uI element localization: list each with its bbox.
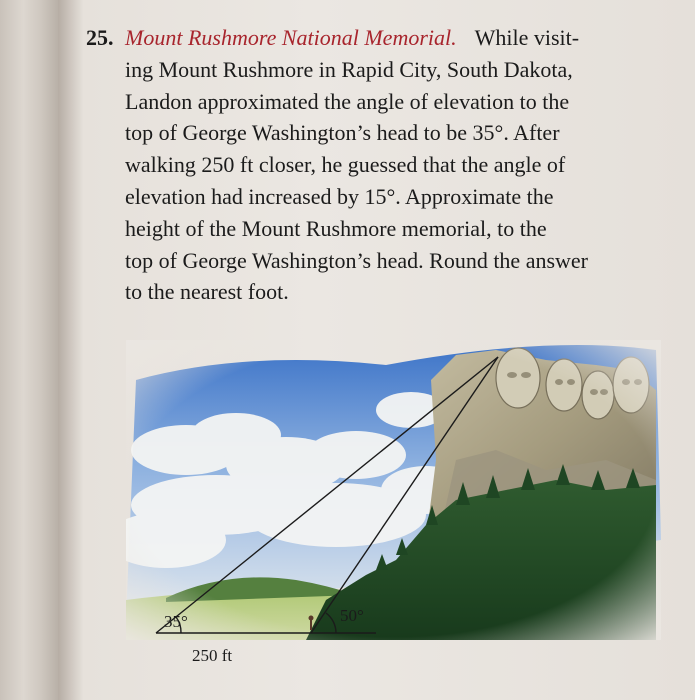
problem-line-7: height of the Mount Rushmore memorial, to the: [125, 215, 547, 241]
problem-text: [125, 22, 686, 308]
figure-illustration: [126, 340, 661, 670]
angle-label-50: 50°: [340, 606, 364, 625]
mount-rushmore-figure: [126, 340, 661, 670]
problem-line-4: top of George Washington’s head to be 35°. After: [125, 120, 560, 146]
problem-line-6: elevation had increased by 15°. Approximate the: [125, 183, 554, 209]
problem-line-2: ing Mount Rushmore in Rapid City, South Dakota,: [125, 56, 573, 82]
angle-label-35: 35°: [164, 612, 188, 631]
problem-title: Mount Rushmore National Memorial.: [125, 25, 457, 50]
problem-number: 25.: [86, 25, 114, 50]
problem-25: [86, 22, 686, 308]
problem-line-3: Landon approximated the angle of elevation to the: [125, 88, 570, 114]
problem-line-5: walking 250 ft closer, he guessed that the angle of: [125, 152, 566, 178]
problem-line-1: Mount Rushmore National Memorial. While visit-: [125, 25, 580, 50]
distance-label: 250 ft: [192, 646, 233, 665]
previous-page-edge: [0, 0, 58, 700]
problem-line-8: top of George Washington’s head. Round the answer: [125, 247, 588, 273]
problem-line-9: to the nearest foot.: [125, 279, 289, 305]
